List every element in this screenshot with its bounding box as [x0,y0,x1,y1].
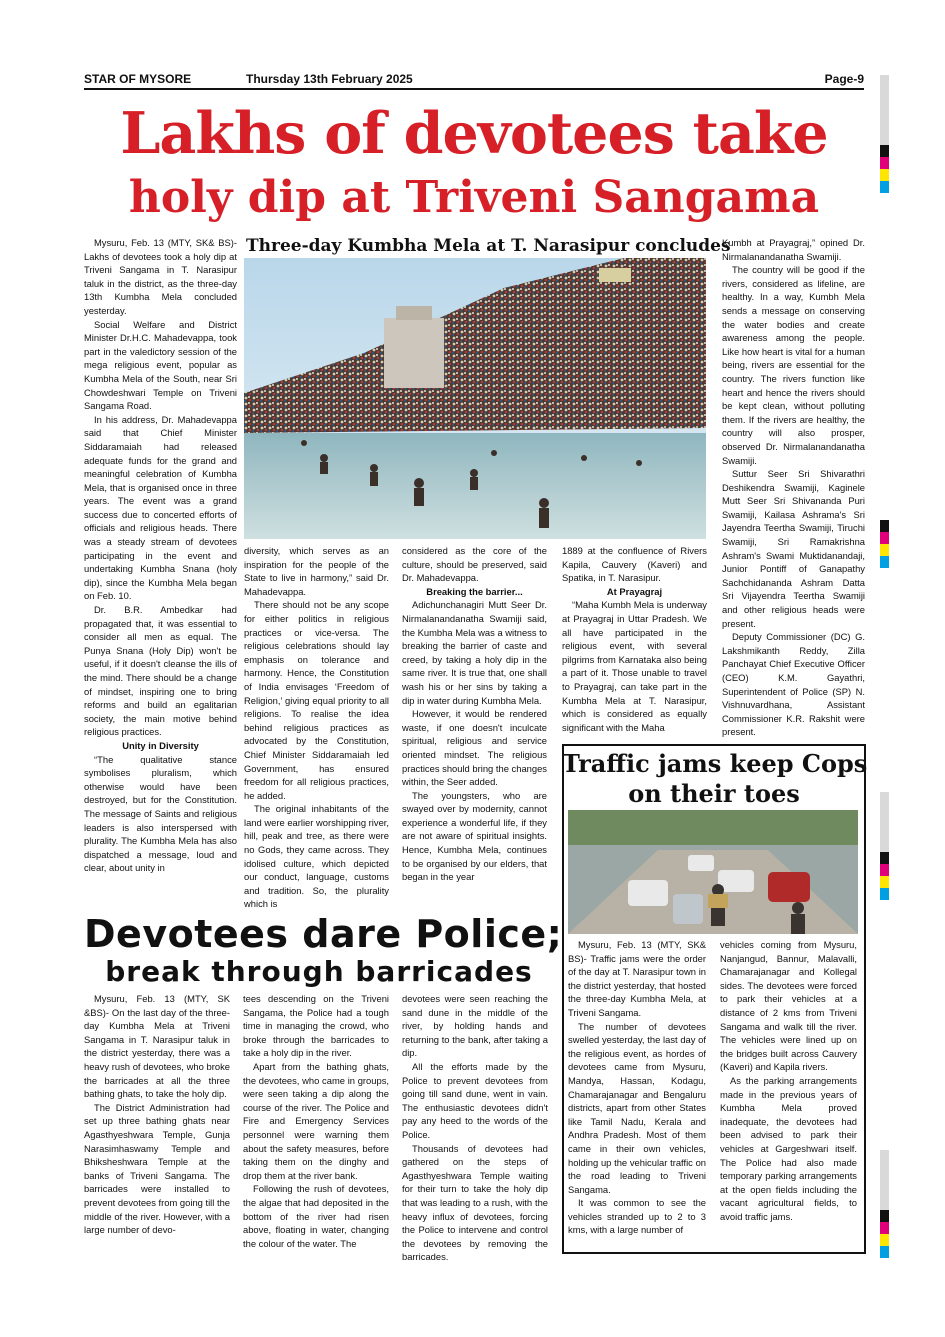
main-headline-line2: holy dip at Triveni Sangama [128,172,820,223]
color-registration-bar-lower [880,792,889,900]
page-number: Page-9 [824,72,864,86]
police-col-3 [402,992,548,1264]
color-registration-bar-bottom [880,1150,889,1258]
paragraph: Mysuru, Feb. 13 (MTY, SK &BS)- On the last day of the three-day Kumbha Mela at Triveni Sangama in T. Narasipur taluk in the district yesterday, there was a heavy rush of devotees, who broke the barricades at all the three bathing ghats, to take the holy dip. [84,993,230,1100]
main-col-2 [244,544,389,911]
paragraph: Dr. B.R. Ambedkar had propagated that, it was essential to consider all men as equal. The Punya Snana (Holy Dip) won't be useful, if it doesn't cleanse the ills of the mind. There should be a change of mindset, inspiring one to bring reforms and build an egalitarian society, the main motive behind religious practices. [84,604,237,738]
police-col-2 [243,992,389,1250]
paragraph: All the efforts made by the Police to prevent devotees from going till sand dune, went in vain. The enthusiastic devotees didn't pay any heed to the words of the Police. [402,1060,548,1140]
main-col-5 [722,236,865,739]
photo-caption: Three-day Kumbha Mela at T. Narasipur concludes [246,236,731,256]
paragraph: In his address, Dr. Mahadevappa said that Chief Minister Siddaramaiah had released adequate funds for the grand and meaningful celebration of Kumbha Mela, that is organised once in three years. The event was a grand success due to concerted efforts of officials and religious heads. There was a steady stream of devotees participating in the event and undertaking Kumbha Snana (holy dip), since the Kumbha Mela began on Feb. 10. [84,413,237,602]
paragraph: “The qualitative stance symbolises pluralism, which otherwise would have been destroyed, but for the Constitution. The message of Saints and religious leaders is also interspersed with plurality. The Kumbha Mela has also dispatched a message, loud and clear, about unity in [84,753,237,874]
subheading: At Prayagraj [606,585,663,597]
subheading: Unity in Diversity [122,739,199,751]
paragraph: Mysuru, Feb. 13 (MTY, SK& BS)- Traffic jams were the order of the day at T. Narasipur town in the district yesterday, that hosted the three-day Kumbha Mela, at Triveni Sangama. [568,939,706,1018]
main-col-3 [402,544,547,884]
paragraph: “Maha Kumbh Mela is underway at Prayagraj in Uttar Pradesh. We all have participated in the religious event, with several pilgrims from Karnataka also being a part of it. Those unable to travel to Prayagraj, can take part in the Kumbha Mela at T. Narasipur, which is considered as equally significant with the Maha [562,599,707,733]
color-registration-bar-mid [880,520,889,568]
paragraph: 1889 at the confluence of Rivers Kapila, Cauvery (Kaveri) and Spatika, in T. Narasipur. [562,545,707,584]
paragraph: tees descending on the Triveni Sangama, the Police had a tough time in managing the crowd, who broke through the barricades to take a holy dip in the river. [243,993,389,1059]
paragraph: Apart from the bathing ghats, the devotees, who came in groups, were seen taking a dip along the course of the river. The Police and Fire and Emergency Services personnel were warning them about the safety measures, before taking them on the dinghy and drop them at the river bank. [243,1060,389,1181]
paragraph: vehicles coming from Mysuru, Nanjangud, Bannur, Malavalli, Chamarajanagar and Kollegal sides. The devotees were forced to park their vehicles at a distance of 2 kms from Triveni Sangama and walk till the river. The vehicles were lined up on the bridges built across Cauvery (Kaveri) and Kapila rivers. [720,939,857,1073]
subheading: Breaking the barrier... [426,585,523,597]
traffic-photo [568,810,858,934]
color-registration-bar-top [880,75,889,193]
paragraph: The youngsters, who are swayed over by modernity, cannot experience a wonderful life, if they are not aware of spiritual insights. Hence, Kumbha Mela, continues to be organised by our elders, that began in the year [402,789,547,883]
police-headline-line2: break through barricades [105,955,533,988]
paragraph: Adichunchanagiri Mutt Seer Dr. Nirmalanandanatha Swamiji said, the Kumbha Mela was a witness to breaking the barrier of caste and creed, by taking a holy dip in the same river. It is true that, one shall wash his or her sins by taking a dip in water during Kumbha Mela. [402,599,547,706]
masthead [84,72,864,90]
police-col-1 [84,992,230,1237]
kumbha-mela-photo [244,258,706,539]
traffic-headline-line2: on their toes [628,779,800,808]
main-headline-line1: Lakhs of devotees take [120,100,828,167]
traffic-headline-line1: Traffic jams keep Cops [562,749,868,778]
main-col-1 [84,236,237,875]
main-col-4 [562,544,707,734]
police-headline-line1: Devotees dare Police; [84,912,563,956]
paragraph: Deputy Commissioner (DC) G. Lakshmikanth Reddy, Zilla Panchayat Chief Executive Officer (CEO) K.M. Gayathri, Superintendent of Police (SP) N. Vishnuvardhana, Assistant Commissioner K.R. Rakshit were present. [722,631,865,738]
issue-date: Thursday 13th February 2025 [246,72,413,86]
paper-name: STAR OF MYSORE [84,72,192,86]
traffic-col-1 [568,938,706,1237]
paragraph: Suttur Seer Sri Shivarathri Deshikendra Swamiji, Kaginele Mutt Seer Sri Shivananda Puri Swamiji, Kailasa Ashrama's Sri Jayendra Teertha Swamiji, Tiruchi Swamiji, Sri Ramakrishna Ashram's Swami Muktidanandaji, Junior Pontiff of Ganapathy Sachchidananda Ashram Datta Sri Vijayendra Teertha Swamiji and other religious heads were present. [722,468,865,629]
paragraph: The country will be good if the rivers, considered as lifeline, are healthy. In a way, Kumbh Mela sends a message on conserving the water bodies and create awareness among the people. Like how heart is vital for a human being, rivers are essential for the country. The rivers function like heart and hence the rivers should be kept clean, without polluting them. If the rivers are healthy, the country will also prosper, observed Dr. Nirmalanandanatha Swamiji. [722,264,865,466]
paragraph: There should not be any scope for either politics in religious practices or vice-versa. The religious celebrations should lay emphasis on tolerance and harmony. Hence, the Constitution of India envisages ‘Freedom of Religion,’ giving equal priority to all religions. To realise the idea behind religious practices as advocated by the Constitution, Chief Minister Siddaramaiah led Government, has ensured freedom for all religious practices, he added. [244,599,389,801]
paragraph: Following the rush of devotees, the algae that had deposited in the bottom of the river had risen above, floating in water, changing the colour of the water. The [243,1183,389,1249]
paragraph: The District Administration had set up three bathing ghats near Agasthyeshwara Temple, Gunja Narasimhaswamy Temple and Bhiksheshwara Temple at the banks of Triveni Sangama. The barricades were installed to prevent devotees from going till the middle of the river. However, with a large number of devo- [84,1101,230,1236]
traffic-col-2 [720,938,857,1223]
paragraph: The original inhabitants of the land were earlier worshipping river, hill, peak and tree, as there were no Gods, they came across. They idolised culture, which depicted our conduct, language, customs and tradition. So, the plurality which is [244,803,389,910]
paragraph: considered as the core of the culture, should be preserved, said Dr. Mahadevappa. [402,545,547,584]
traffic-jam-image [568,810,858,934]
paragraph: As the parking arrangements made in the previous years of Kumbha Mela proved inadequate, the devotees had been advised to park their vehicles at Gargeshwari itself. The Police had also made temporary parking arrangements at the open fields including the vacant agricultural fields, to avoid traffic jams. [720,1074,857,1222]
paragraph: However, it would be rendered waste, if one doesn't inculcate spiritual, religious and service oriented mindset. The religious practices should bring the changes within, the Seer added. [402,708,547,788]
paragraph: Social Welfare and District Minister Dr.H.C. Mahadevappa, took part in the valedictory session of the mega religious event, popular as Kumbha Mela of the South, near Sri Chowdeshwari Temple on Triveni Sangama Road. [84,318,237,412]
crowd-bathing-image [244,258,706,539]
paragraph: Thousands of devotees had gathered on the steps of Agasthyeshwara Temple waiting for their turn to take the holy dip that was leading to a rush, with the heavy influx of devotees, forcing the Police to intervene and control the devotees by removing the barricades. [402,1142,548,1263]
paragraph: The number of devotees swelled yesterday, the last day of the religious event, as hordes of devotees came from Mysuru, Mandya, Hassan, Kodagu, Chamarajanagar and Bengaluru districts, apart from other States like Tamil Nadu, Kerala and Andhra Pradesh. Most of them came in their own vehicles, holding up the vehicular traffic on the road leading to Triveni Sangama. [568,1020,706,1195]
paragraph: Mysuru, Feb. 13 (MTY, SK& BS)- Lakhs of devotees took a holy dip at Triveni Sangama in T. Narasipur taluk in the district, as the three-day 13th Kumbha Mela concluded yesterday. [84,237,237,316]
paragraph: devotees were seen reaching the sand dune in the middle of the river, by holding hands and returning to the bank, after taking a dip. [402,993,548,1059]
paragraph: It was common to see the vehicles stranded up to 2 to 3 kms, with a large number of [568,1197,706,1236]
paragraph: Kumbh at Prayagraj,” opined Dr. Nirmalanandanatha Swamiji. [722,237,865,262]
paragraph: diversity, which serves as an inspiration for the people of the State to live in harmony,” said Dr. Mahadevappa. [244,545,389,597]
